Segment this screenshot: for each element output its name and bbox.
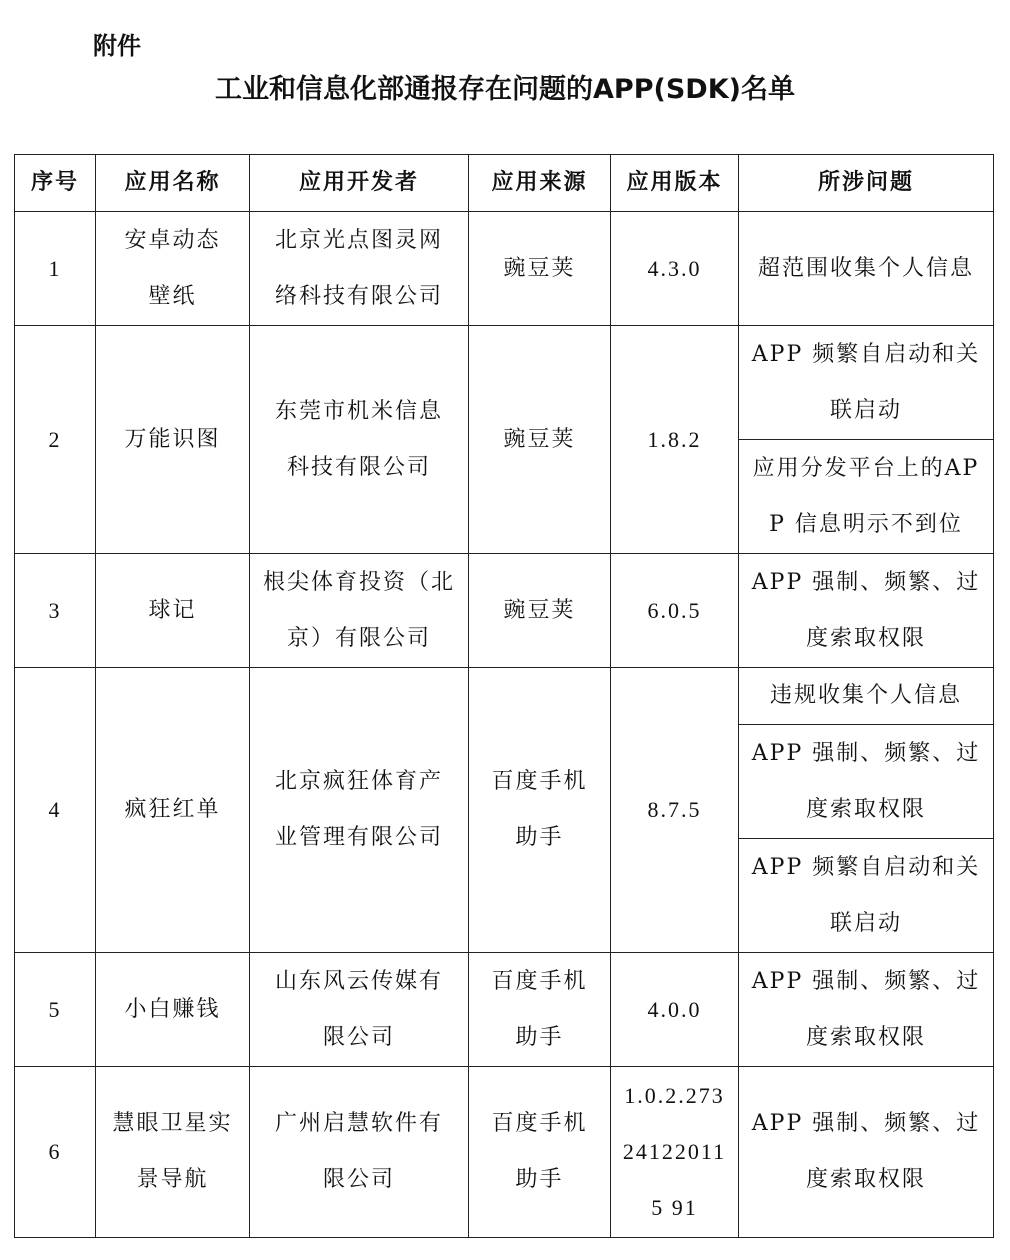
table-row [15, 554, 994, 668]
row-app-name: 万能识图 [96, 326, 250, 554]
table-header-row [15, 155, 994, 212]
table-row [15, 1067, 994, 1238]
row-developer: 广州启慧软件有限公司 [250, 1067, 469, 1238]
row-developer: 东莞市机米信息科技有限公司 [250, 326, 469, 554]
header-developer: 应用开发者 [250, 155, 469, 212]
row-no: 2 [15, 326, 96, 554]
row-issue: 违规收集个人信息 [739, 668, 994, 725]
row-issue: APP 频繁自启动和关联启动 [739, 326, 994, 440]
row-developer: 北京光点图灵网络科技有限公司 [250, 212, 469, 326]
table-row [15, 953, 994, 1067]
row-issue: 超范围收集个人信息 [739, 212, 994, 326]
row-source: 百度手机助手 [469, 1067, 611, 1238]
row-source: 百度手机助手 [469, 953, 611, 1067]
row-source: 百度手机助手 [469, 668, 611, 953]
row-developer: 山东风云传媒有限公司 [250, 953, 469, 1067]
header-no: 序号 [15, 155, 96, 212]
row-issue: APP 强制、频繁、过度索取权限 [739, 725, 994, 839]
row-source: 豌豆荚 [469, 554, 611, 668]
row-app-name: 小白赚钱 [96, 953, 250, 1067]
app-list-table [14, 154, 994, 1238]
row-source: 豌豆荚 [469, 326, 611, 554]
row-version: 1.8.2 [611, 326, 739, 554]
row-version: 4.0.0 [611, 953, 739, 1067]
row-no: 4 [15, 668, 96, 953]
row-version: 4.3.0 [611, 212, 739, 326]
row-version: 6.0.5 [611, 554, 739, 668]
row-source: 豌豆荚 [469, 212, 611, 326]
row-issue: APP 强制、频繁、过度索取权限 [739, 953, 994, 1067]
row-no: 6 [15, 1067, 96, 1238]
row-no: 3 [15, 554, 96, 668]
row-app-name: 慧眼卫星实景导航 [96, 1067, 250, 1238]
row-no: 5 [15, 953, 96, 1067]
header-issues: 所涉问题 [739, 155, 994, 212]
row-issue: APP 强制、频繁、过度索取权限 [739, 554, 994, 668]
row-issue: 应用分发平台上的APP 信息明示不到位 [739, 440, 994, 554]
header-app-name: 应用名称 [96, 155, 250, 212]
row-app-name: 疯狂红单 [96, 668, 250, 953]
table-row [15, 212, 994, 326]
table-row [15, 326, 994, 440]
row-issue: APP 频繁自启动和关联启动 [739, 839, 994, 953]
row-developer: 根尖体育投资（北京）有限公司 [250, 554, 469, 668]
page-title: 工业和信息化部通报存在问题的APP(SDK)名单 [215, 74, 795, 105]
row-app-name: 安卓动态壁纸 [96, 212, 250, 326]
row-app-name: 球记 [96, 554, 250, 668]
row-version: 1.0.2.273241220115 91 [611, 1067, 739, 1238]
row-version: 8.7.5 [611, 668, 739, 953]
attachment-label: 附件 [93, 32, 141, 60]
row-issue: APP 强制、频繁、过度索取权限 [739, 1067, 994, 1238]
table-row [15, 668, 994, 725]
header-version: 应用版本 [611, 155, 739, 212]
row-developer: 北京疯狂体育产业管理有限公司 [250, 668, 469, 953]
row-no: 1 [15, 212, 96, 326]
header-source: 应用来源 [469, 155, 611, 212]
